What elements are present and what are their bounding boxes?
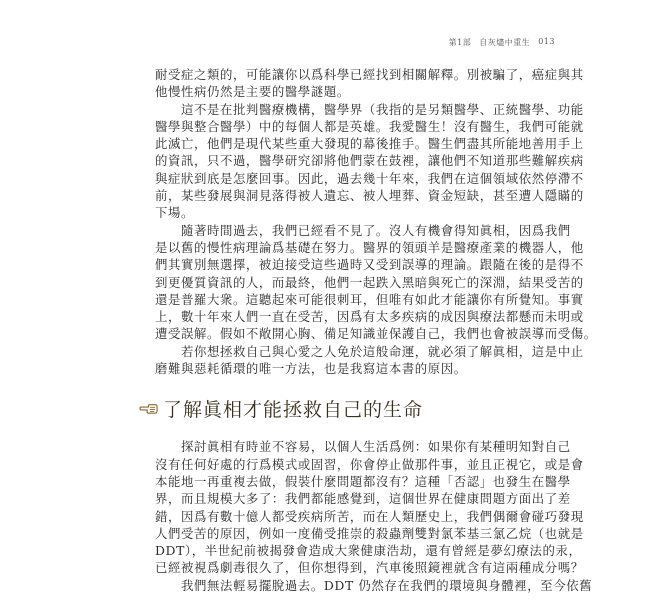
text-line: 我們無法輕易擺脫過去。DDT 仍然存在我們的環境與身體裡，至今依舊	[155, 577, 593, 593]
text-line: 沒有任何好處的行爲模式或固習，你會停止做那件事，並且正視它，或是會	[155, 456, 584, 472]
text-line: 人們受苦的原因，例如一度備受推崇的殺蟲劑雙對氯苯基三氯乙烷（也就是	[155, 525, 584, 541]
text-line: 本能地一再重複去做，假裝什麼問題都沒有？這種「否認」也發生在醫學	[155, 473, 571, 489]
header-part: 第1部	[448, 38, 472, 47]
paragraph	[155, 222, 597, 343]
text-line: 們其實別無選擇，被迫接受這些過時又受到誤導的理論。跟隨在後的是得不	[155, 257, 584, 273]
text-line: 醫學與整合醫學）中的每個人都是英雄。我愛醫生！沒有醫生，我們可能就	[155, 118, 584, 134]
header-page-number: 013	[538, 37, 555, 46]
text-line: 遭受誤解。假如不敞開心胸、備足知識並保護自己，我們也會被誤導而受傷。	[155, 326, 597, 342]
text-line: 隨著時間過去，我們已經看不見了。沒人有機會得知眞相，因爲我們	[155, 222, 571, 238]
body-text	[155, 66, 597, 594]
text-line: 上，數十年來人們一直在受苦，因爲有太多疾病的成因與療法都懸而未明或	[155, 309, 584, 325]
text-line: 耐受症之類的，可能讓你以爲科學已經找到相關解釋。別被騙了，癌症與其	[155, 67, 584, 82]
text-line: 前，某些發展與洞見落得被人遺忘、被人埋葬、資金短缺，甚至遭人隱瞞的	[155, 188, 584, 204]
text-line: 界，而且規模大多了：我們都能感覺到，這個世界在健康問題方面出了差	[155, 491, 571, 507]
paragraphs-top	[155, 66, 597, 377]
text-line: 已經被視爲劇毒很久了，但你想得到，汽車後照鏡裡就含有這兩種成分嗎？	[155, 560, 584, 576]
text-line: 下場。	[155, 205, 194, 221]
text-line: 與症狀到底是怎麼回事。因此，過去幾十年來，我們在這個領域依然停滯不	[155, 170, 584, 186]
text-line: 探討眞相有時並不容易，以個人生活爲例：如果你有某種明知對自己	[155, 439, 571, 455]
text-line: 錯，因爲有數十億人都受疾病所苦，而在人類歷史上，我們偶爾會碰巧發現	[155, 508, 584, 524]
text-line: 是以舊的慢性病理論爲基礎在努力。醫界的領頭羊是醫療產業的機器人，他	[155, 239, 584, 255]
paragraph	[155, 343, 584, 378]
running-header	[449, 37, 555, 48]
section-title: 了解眞相才能拯救自己的生命	[163, 398, 424, 421]
paragraph	[155, 66, 584, 101]
text-line: 他慢性病仍然是主要的醫學謎題。	[155, 84, 350, 100]
text-line: 此滅亡，他們是現代某些重大發現的幕後推手。醫生們盡其所能地善用手上	[155, 136, 584, 152]
section-heading	[140, 395, 511, 421]
header-chapter: 自灰燼中重生	[479, 38, 531, 47]
text-line: 磨難與惡耗循環的唯一方法，也是我寫這本書的原因。	[155, 361, 467, 377]
text-line: 到更優質資訊的人，而最終，他們一起跌入黑暗與死亡的深淵，結果受苦的	[155, 274, 584, 290]
text-line: 這不是在批判醫療機構，醫學界（我指的是另類醫學、正統醫學、功能	[155, 101, 584, 117]
paragraph	[155, 101, 584, 222]
paragraph	[155, 577, 593, 594]
text-line: 還是普羅大衆。這聽起來可能很刺耳，但唯有如此才能讓你有所覺知。事實	[155, 291, 584, 307]
text-line: 若你想拯救自己與心愛之人免於這般命運，就必須了解眞相，這是中止	[155, 343, 584, 359]
text-line: 的資訊，只不過，醫學研究卻將他們蒙在鼓裡，讓他們不知道那些難解疾病	[155, 153, 584, 169]
text-line: DDT），半世紀前被揭發會造成大衆健康浩劫，還有曾經是夢幻療法的汞，	[155, 543, 582, 559]
pointing-hand-icon	[140, 399, 159, 417]
paragraph	[155, 438, 584, 576]
paragraphs-bottom	[155, 438, 593, 594]
